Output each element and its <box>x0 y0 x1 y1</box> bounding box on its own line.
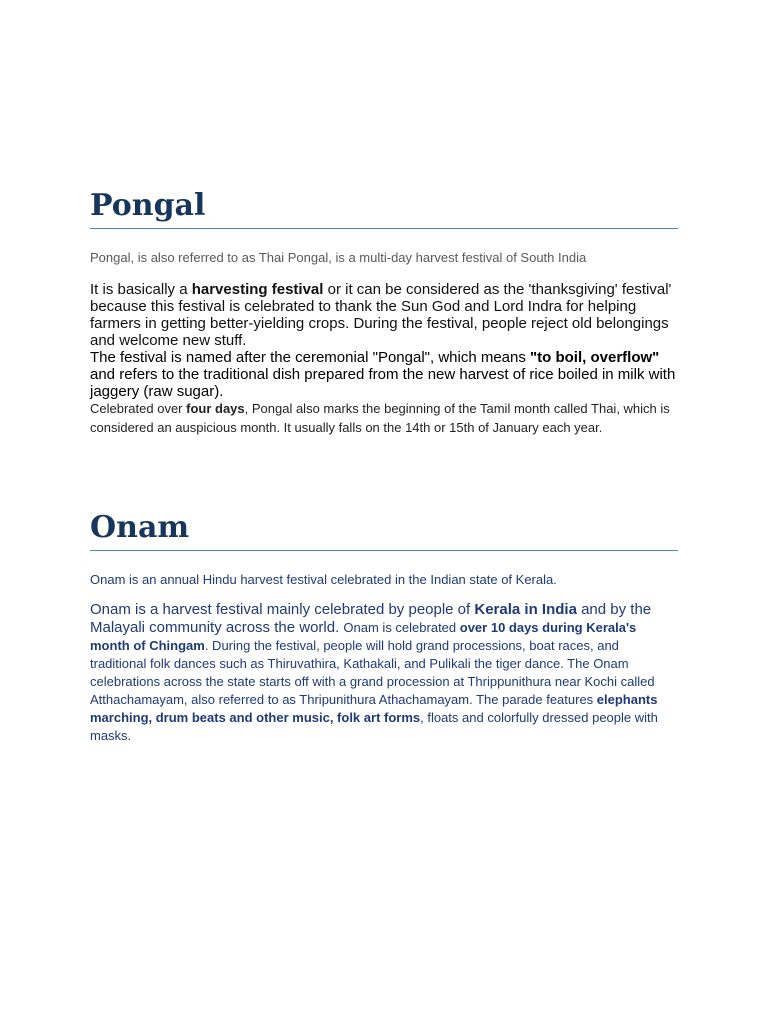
onam-paragraph-1 <box>90 601 678 745</box>
onam-section <box>90 510 678 745</box>
onam-p1-text-4: . During the festival, people will hold grand processions, boat races, and traditional folk dances such as Thiruvathira, Kathakali, and Pulikali the tiger dance. The Onam celebrations across the state starts off with a grand procession at Thrippunithura near Kochi called Atthachamayam, also referred to as Thripunithura Athachamayam. The parade features <box>90 638 655 707</box>
pongal-paragraph-1 <box>90 281 678 349</box>
pongal-heading: Pongal <box>90 188 678 229</box>
pongal-p3-bold-1: four days <box>186 401 245 416</box>
onam-p1-text-1: Onam is a harvest festival mainly celebrated by people of <box>90 601 475 618</box>
onam-p1-bold-3: elephants marching, drum beats and other music, folk art forms <box>90 692 658 725</box>
pongal-p1-bold-1: harvesting festival <box>191 281 324 298</box>
pongal-subtitle: Pongal, is also referred to as Thai Pongal, is a multi-day harvest festival of South India <box>90 250 587 265</box>
pongal-p3-text-1: Celebrated over <box>90 401 187 416</box>
onam-subtitle: Onam is an annual Hindu harvest festival celebrated in the Indian state of Kerala. <box>90 572 557 587</box>
onam-p1-bold-1: Kerala in India <box>474 601 577 618</box>
onam-p1-text-3: Onam is celebrated <box>343 620 460 635</box>
pongal-paragraph-2 <box>90 349 678 400</box>
onam-p1-bold-2: over 10 days during Kerala's month of Chingam <box>90 620 637 653</box>
onam-heading: Onam <box>90 510 678 551</box>
pongal-p2-text-1: The festival is named after the ceremonial "Pongal", which means <box>90 349 531 366</box>
pongal-paragraph-3 <box>90 400 678 437</box>
pongal-p1-text-2: or it can be considered as the 'thanksgiving' festival' because this festival is celebrated to thank the Sun God and Lord Indra for helping farmers in getting better-yielding crops. During the festival, people reject old belongings and welcome new stuff. <box>90 281 672 349</box>
pongal-p2-text-2: and refers to the traditional dish prepared from the new harvest of rice boiled in milk with jaggery (raw sugar). <box>90 366 676 400</box>
pongal-p1-text-1: It is basically a <box>90 281 192 298</box>
pongal-p3-text-2: , Pongal also marks the beginning of the Tamil month called Thai, which is considered an auspicious month. It usually falls on the 14th or 15th of January each year. <box>90 401 670 435</box>
pongal-section <box>90 188 678 437</box>
onam-p1-text-2: and by the Malayali community across the world. <box>90 601 652 636</box>
onam-p1-text-5: , floats and colorfully dressed people with masks. <box>90 710 658 743</box>
pongal-p2-bold-1: "to boil, overflow" <box>530 349 660 366</box>
